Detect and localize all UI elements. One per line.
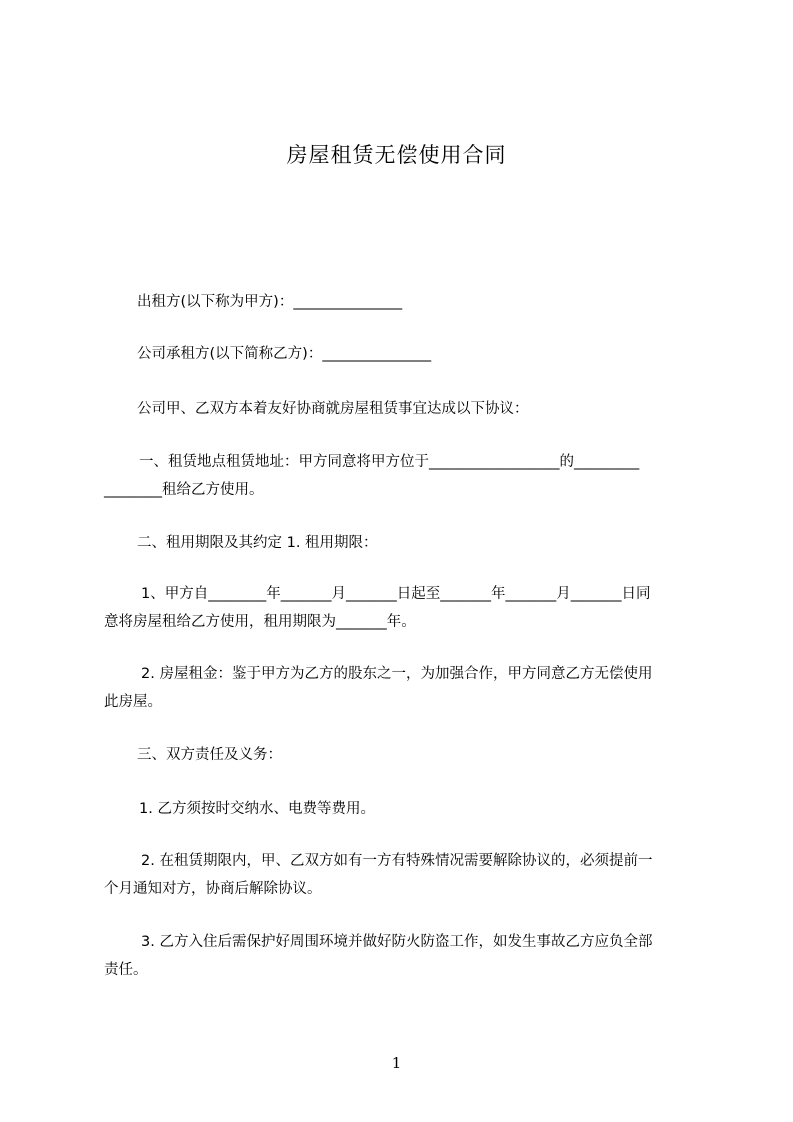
section-3-heading: 三、双方责任及义务： [137, 747, 282, 763]
section-2-item-1-line-1: 1、甲方自________年_______月_______日起至_______年_______月_______日同 [141, 586, 651, 602]
section-3-item-3-line-2: 责任。 [104, 962, 148, 978]
section-2-item-2-line-1: 2. 房屋租金：鉴于甲方为乙方的股东之一，为加强合作，甲方同意乙方无偿使用 [141, 666, 653, 682]
section-3-item-3 [104, 928, 702, 984]
section-2-heading: 二、租用期限及其约定 1. 租用期限： [137, 535, 378, 551]
lessee-line: 公司承租方(以下简称乙方)：_______________ [137, 346, 432, 362]
document-title: 房屋租赁无偿使用合同 [286, 143, 507, 167]
section-2-item-1 [104, 580, 702, 636]
section-2-item-2-line-2: 此房屋。 [104, 694, 162, 710]
section-1-paragraph [104, 448, 702, 504]
page-number: 1 [391, 1054, 402, 1072]
section-2-item-2 [104, 660, 702, 716]
section-3-item-2 [104, 847, 702, 903]
lessor-line: 出租方(以下称为甲方)：_______________ [137, 294, 403, 310]
section-2-item-1-line-2: 意将房屋租给乙方使用，租用期限为_______年。 [104, 614, 416, 630]
section-1-line-2: ________租给乙方使用。 [104, 482, 264, 498]
section-3-item-2-line-1: 2. 在租赁期限内，甲、乙双方如有一方有特殊情况需要解除协议的，必须提前一 [141, 853, 653, 869]
section-1-line-1: 一、租赁地点租赁地址：甲方同意将甲方位于__________________的_________ [139, 454, 640, 470]
section-3-item-3-line-1: 3. 乙方入住后需保护好周围环境并做好防火防盗工作，如发生事故乙方应负全部 [141, 934, 653, 950]
section-3-item-2-line-2: 个月通知对方，协商后解除协议。 [104, 881, 322, 897]
section-3-item-1 [104, 795, 702, 823]
intro-paragraph: 公司甲、乙双方本着友好协商就房屋租赁事宜达成以下协议： [137, 401, 529, 417]
section-3-item-1-line: 1. 乙方须按时交纳水、电费等费用。 [139, 801, 375, 817]
